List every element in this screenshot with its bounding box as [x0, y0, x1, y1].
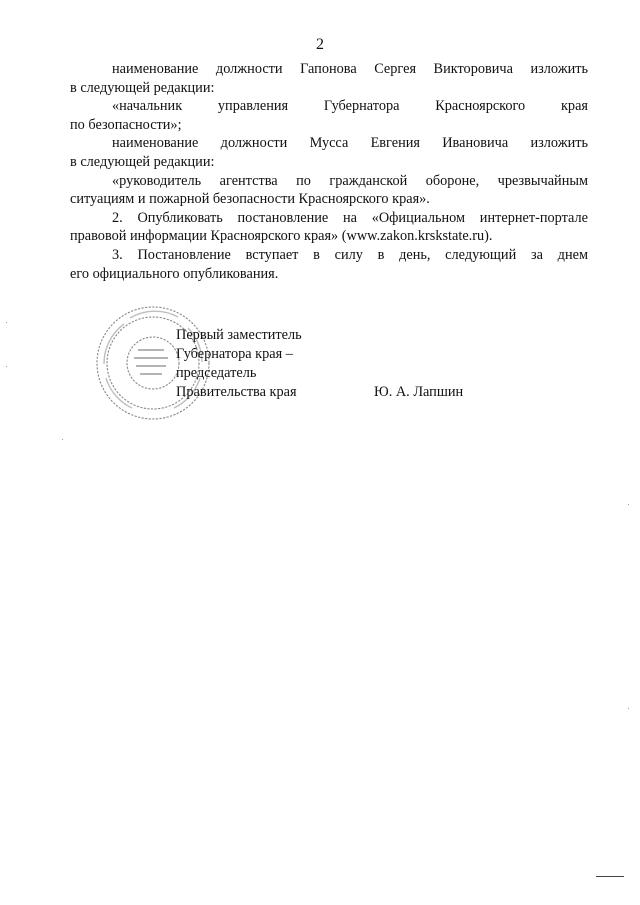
paragraph-line: ситуациям и пожарной безопасности Красноярского края».	[70, 191, 430, 208]
paragraph-line: 2. Опубликовать постановление на «Официальном интернет-портале	[112, 209, 588, 226]
paragraph-line: по безопасности»;	[70, 116, 182, 133]
signer-title-line-3: председатель	[176, 365, 257, 381]
scan-speck	[628, 708, 629, 709]
document-body	[70, 60, 588, 283]
paragraph-line: «руководитель агентства по гражданской обороне, чрезвычайным	[112, 172, 588, 189]
paragraph-line: наименование должности Мусса Евгения Ивановича изложить	[112, 135, 588, 152]
signature-block	[176, 326, 302, 402]
paragraph-line: «начальник управления Губернатора Красноярского края	[112, 98, 588, 115]
page-number: 2	[316, 36, 324, 53]
paragraph-line: наименование должности Гапонова Сергея Викторовича изложить	[112, 61, 588, 77]
paragraph	[70, 97, 588, 134]
paragraph	[70, 60, 588, 97]
paragraph-line: в следующей редакции:	[70, 153, 215, 170]
paragraph-line: правовой информации Красноярского края» (www.zakon.krskstate.ru).	[70, 228, 493, 245]
signer-name: Ю. А. Лапшин	[374, 384, 464, 400]
signer-title-line-2: Губернатора края –	[176, 346, 293, 362]
paragraph	[70, 134, 588, 171]
paragraph	[70, 172, 588, 209]
paragraph-line: 3. Постановление вступает в силу в день, следующий за днем	[112, 246, 588, 263]
paragraph	[70, 246, 588, 283]
scan-speck	[62, 439, 63, 440]
paragraph-line: его официального опубликования.	[70, 265, 279, 282]
signer-title-line-1: Первый заместитель	[176, 327, 302, 343]
scan-edge-mark	[596, 876, 624, 877]
scan-speck	[6, 366, 7, 367]
paragraph	[70, 209, 588, 246]
scan-speck	[6, 322, 7, 323]
paragraph-line: в следующей редакции:	[70, 79, 215, 96]
signer-title-line-4: Правительства края	[176, 384, 297, 400]
scan-speck	[628, 504, 629, 505]
